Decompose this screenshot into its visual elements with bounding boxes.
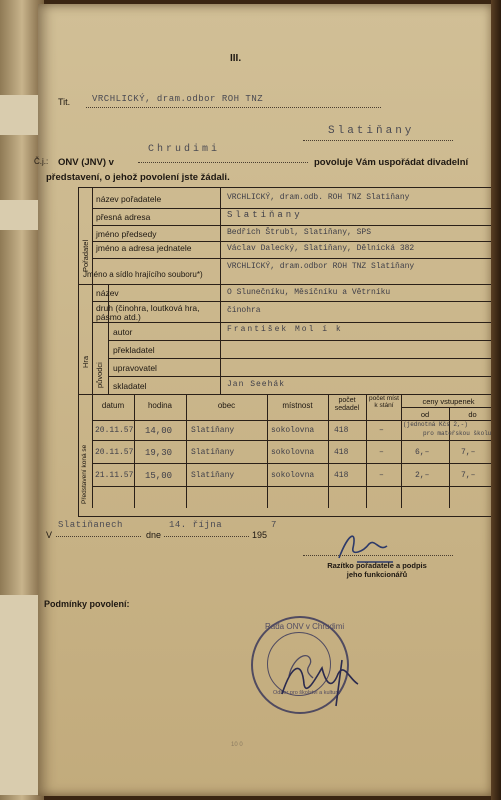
addressee-prefix: Tit. <box>58 97 71 107</box>
signature-caption-2: jeho funkcionářů <box>346 570 408 579</box>
reference-label: Č.j.: <box>34 157 49 166</box>
ensemble-label: Jméno a sídlo hrajícího souboru*) <box>83 270 203 279</box>
row-venue: sokolovna <box>271 471 315 480</box>
row-price-to: 7,– <box>461 471 476 480</box>
play-title-value: O Slunečníku, Měsíčníku a Větrníku <box>227 288 391 297</box>
header-date: datum <box>101 401 125 410</box>
origin-section-label: původci <box>95 362 104 388</box>
row-price-to: 7,– <box>461 448 476 457</box>
row-date: 21.11.57 <box>95 471 134 480</box>
authority-place: Chrudimi <box>148 144 221 155</box>
row-standing: – <box>379 448 384 457</box>
row-seats: 418 <box>334 448 349 457</box>
header-venue: místnost <box>282 401 313 410</box>
row-price-from: 6,– <box>415 448 430 457</box>
row-seats: 418 <box>334 471 349 480</box>
page-number: III. <box>230 53 242 64</box>
left-page-scrap <box>0 595 42 795</box>
row-venue: sokolovna <box>271 448 315 457</box>
row-hour: 15,00 <box>145 471 173 481</box>
authority-permits: povoluje Vám uspořádat divadelní <box>314 157 469 168</box>
left-page-scrap <box>0 200 42 230</box>
signature-caption-1: Razítko pořadatele a podpis <box>327 561 427 570</box>
header-town: obec <box>217 401 236 410</box>
day-label: dne <box>146 530 162 540</box>
chairman-value: Bedřich Štrubl, Slatiňany, SPS <box>227 228 372 237</box>
stamp-text: Rada ONV v Chrudimi <box>265 622 345 631</box>
row-price-to: pro mateřskou školu <box>423 430 492 437</box>
ensemble-value: VRCHLICKÝ, dram.odbor ROH TNZ Slatiňany <box>227 262 415 271</box>
year-prefix: 195 <box>252 530 268 540</box>
play-genre-label: druh (činohra, loutková hra, pásmo atd.) <box>96 303 200 322</box>
header-prices: ceny vstupenek <box>422 397 475 406</box>
composer-label: skladatel <box>113 381 147 391</box>
addressee-line <box>86 107 381 108</box>
row-date: 20.11.57 <box>95 426 134 435</box>
authority-line2: představení, o jehož povolení jste žádali. <box>46 172 230 183</box>
row-price-from: 2,– <box>415 471 430 480</box>
adapter-label: upravovatel <box>113 363 157 373</box>
form-table <box>78 187 497 517</box>
authority-prefix: ONV (JNV) v <box>58 157 114 168</box>
addressee-place: Slatiňany <box>328 125 415 137</box>
day-value: 14. října <box>169 520 223 530</box>
chairman-label: jméno předsedy <box>96 229 157 239</box>
stamp-subtext: Odbor pro školství a kulturu <box>273 690 341 696</box>
header-seats: počet sedadel <box>334 397 360 412</box>
row-town: Slatiňany <box>191 471 235 480</box>
play-title-label: název <box>96 288 119 298</box>
footer-code: 10 0 <box>231 742 243 748</box>
row-venue: sokolovna <box>271 426 315 435</box>
row-town: Slatiňany <box>191 448 235 457</box>
translator-label: překladatel <box>113 345 155 355</box>
organizer-address-label: přesná adresa <box>96 212 151 222</box>
play-section-label: Hra <box>81 355 90 368</box>
row-hour: 14,00 <box>145 426 173 436</box>
performances-section-label: Představení koná se <box>81 444 88 504</box>
header-hour: hodina <box>147 401 173 410</box>
signature-line <box>303 555 453 556</box>
row-date: 20.11.57 <box>95 448 134 457</box>
form-page <box>34 4 493 796</box>
official-signature <box>278 654 378 714</box>
authority-line <box>138 162 308 163</box>
place-value: Slatiňanech <box>58 520 123 530</box>
place-prefix: V <box>46 530 53 540</box>
place-line <box>56 536 141 537</box>
row-town: Slatiňany <box>191 426 235 435</box>
author-value: František Mol í k <box>227 325 343 334</box>
day-line <box>164 536 249 537</box>
header-price-from: od <box>420 410 430 419</box>
row-standing: – <box>379 471 384 480</box>
left-page-scrap <box>0 95 42 135</box>
organizer-name-label: název pořadatele <box>96 194 162 204</box>
row-standing: – <box>379 426 384 435</box>
row-price-from: (jednotná Kčs 2,-) <box>403 421 468 428</box>
organizer-section-label: Pořadatel <box>81 239 90 272</box>
row-hour: 19,30 <box>145 448 173 458</box>
header-price-to: do <box>468 410 477 419</box>
author-label: autor <box>113 327 133 337</box>
addressee-place-line <box>303 140 453 141</box>
organizer-name-value: VRCHLICKÝ, dram.odb. ROH TNZ Slatiňany <box>227 193 410 202</box>
row-seats: 418 <box>334 426 349 435</box>
secretary-label: jméno a adresa jednatele <box>96 243 192 253</box>
addressee-name: VRCHLICKÝ, dram.odbor ROH TNZ <box>92 94 264 104</box>
conditions-label: Podmínky povolení: <box>44 599 130 609</box>
header-standing: počet míst k stání <box>369 395 399 409</box>
composer-value: Jan Seehák <box>227 380 286 389</box>
organizer-address-value: Slatiňany <box>227 210 303 220</box>
secretary-value: Václav Dalecký, Slatiňany, Dělnická 382 <box>227 244 415 253</box>
play-genre-value: činohra <box>227 306 261 315</box>
year-suffix: 7 <box>271 520 277 530</box>
right-book-edge <box>491 0 501 800</box>
